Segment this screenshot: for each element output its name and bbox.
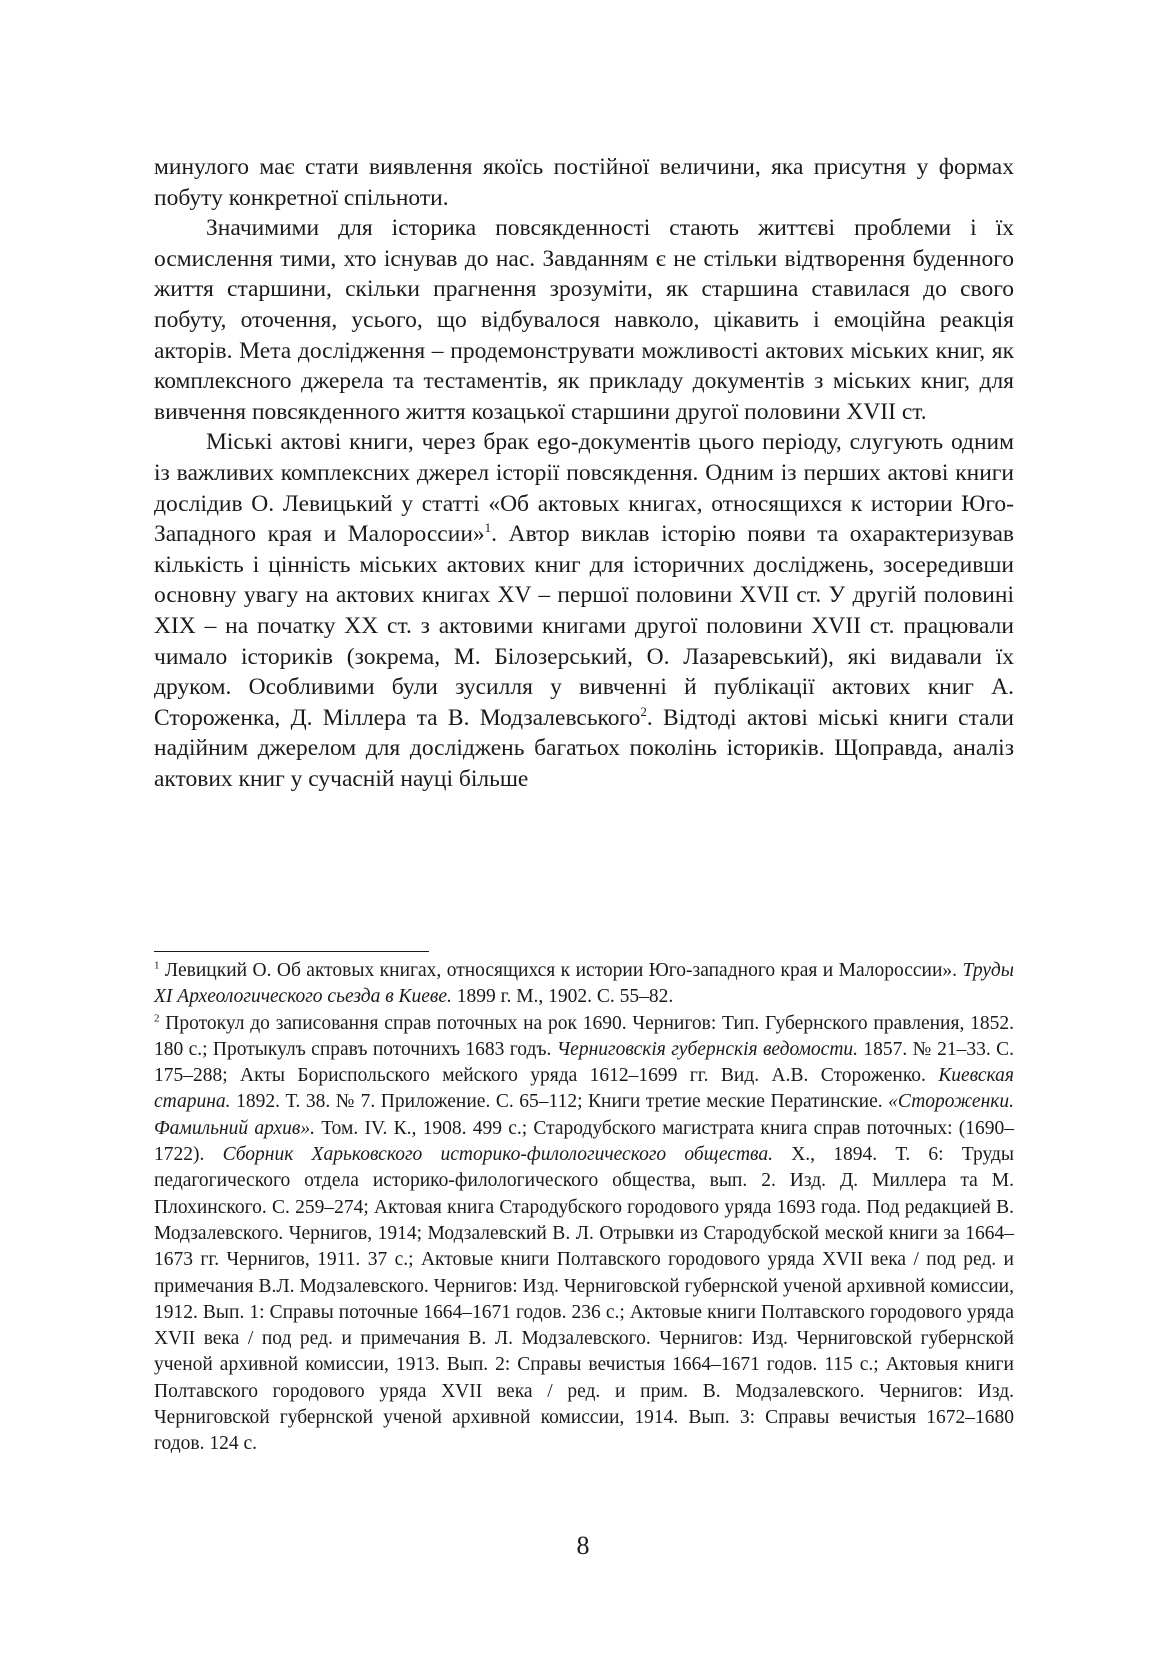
footnote-1-text-end: 1899 г. М., 1902. С. 55–82.: [451, 986, 674, 1008]
footnote-2-italic-2: Киевская старина.: [154, 1065, 1014, 1113]
footnote-2-italic-3: «Стороженки. Фамильний архив».: [154, 1091, 1014, 1139]
footnote-2-text-1: Протокул до записовання справ поточных на рок 1690. Чернигов: Тип. Губернского правления, 1852. 180 с.; Протыкулъ справъ поточнихъ 1683 годъ.: [154, 1012, 1014, 1060]
footnote-2-mark: 2: [154, 1012, 160, 1025]
paragraph-3-text-c: . Відтоді актові міські книги стали надійним джерелом для досліджень багатьох поколінь істориків. Щоправда, аналіз актових книг у сучасній науці більше: [154, 704, 1014, 792]
paragraph-3-text-b: . Автор виклав історію появи та охарактеризував кількість і цінність міських актових книг для історичних досліджень, зосередивши основну увагу на актових книгах XV – першої половини XVII ст. У другій половині XIX – на початку XX ст. з актовими книгами другої половини XVII ст. працювали чимало істориків (зокрема, М. Білозерський, О. Лазаревський), які видавали їх друком. Особливими були зусилля у вивченні й публікації актових книг А. Стороженка, Д. Міллера та В. Модзалевського: [154, 521, 1015, 731]
main-text: [154, 152, 1014, 794]
paragraph-1: минулого має стати виявлення якоїсь постійної величини, яка присутня у формах побуту конкретної спільноти.: [154, 154, 1014, 211]
paragraph-3: [154, 427, 1014, 794]
footnote-2-italic-1: Черниговскія губернскія ведомости.: [556, 1038, 859, 1060]
footnote-ref-1[interactable]: 1: [484, 520, 492, 536]
footnote-2: [154, 1011, 1014, 1458]
footnote-2-italic-4: Сборник Харьковского историко-филологического общества.: [222, 1144, 773, 1166]
footnote-1-mark: 1: [154, 959, 160, 972]
footnote-2-text-3: 1892. Т. 38. № 7. Приложение. С. 65–112; Книги третие меские Ператинские.: [230, 1091, 889, 1113]
paragraph-2: Значимими для історика повсякденності стають життєві проблеми і їх осмислення тими, хто існував до нас. Завданням є не стільки відтворення буденного життя старшини, скільки прагнення зрозуміти, як старшина ставилася до свого побуту, оточення, усього, що відбувалося навколо, цікавить і емоційна реакція акторів. Мета дослідження – продемонструвати можливості актових міських книг, як комплексного джерела та тестаментів, як прикладу документів з міських книг, для вивчення повсякденного життя козацької старшини другої половини XVII ст.: [154, 215, 1014, 425]
footnote-2-text-5: Х., 1894. Т. 6: Труды педагогического отдела историко-филологического общества, вып. 2. Изд. Д. Миллера та М. Плохинского. С. 259–274; Актовая книга Стародубского городового уряда 1693 года. Под редакцией В. Модзалевского. Чернигов, 1914; Модзалевский В. Л. Отрывки из Стародубской меской книги за 1664–1673 гг. Чернигов, 1911. 37 с.; Актовые книги Полтавского городового уряда XVII века / под ред. и примечания В.Л. Модзалевского. Чернигов: Изд. Черниговской губернской ученой архивной комиссии, 1912. Вып. 1: Справы поточные 1664–1671 годов. 236 с.; Актовые книги Полтавского городового уряда XVII века / под ред. и примечания В. Л. Модзалевского. Чернигов: Изд. Черниговской губернской ученой архивной комиссии, 1913. Вып. 2: Справы вечистыя 1664–1671 годов. 115 с.; Актовыя книги Полтавского городового уряда XVII века / ред. и прим. В. Модзалевского. Чернигов: Изд. Черниговской губернской ученой архивной комиссии, 1914. Вып. 3: Справы вечистыя 1672–1680 годов. 124 с.: [154, 1144, 1015, 1455]
paragraph-3-text-a: Міські актові книги, через брак ego-документів цього періоду, слугують одним із важливих комплексних джерел історії повсякдення. Одним із перших актові книги дослідив О. Левицький у статті «Об актовых книгах, относящихся к истории Юго-Западного края и Малороссии»: [154, 429, 1014, 548]
footnote-separator: [154, 951, 429, 952]
footnote-ref-2[interactable]: 2: [640, 703, 647, 719]
footnote-1-text: Левицкий О. Об актовых книгах, относящихся к истории Юго-западного края и Малороссии».: [159, 960, 963, 981]
footnotes: [154, 958, 1014, 1458]
footnote-2-text-4: Том. IV. К., 1908. 499 с.; Стародубского магистрата книга справ поточных: (1690–1722).: [154, 1117, 1014, 1166]
footnote-1: [154, 958, 1014, 1011]
footnote-1-italic: Труды XI Археологического сьезда в Киеве.: [154, 960, 1014, 1008]
page-number: 8: [576, 1531, 590, 1560]
footnote-2-text-2: 1857. № 21–33. С. 175–288; Акты Бориспольского мейского уряда 1612–1699 гг. Вид. А.В. Стороженко.: [154, 1038, 1014, 1087]
